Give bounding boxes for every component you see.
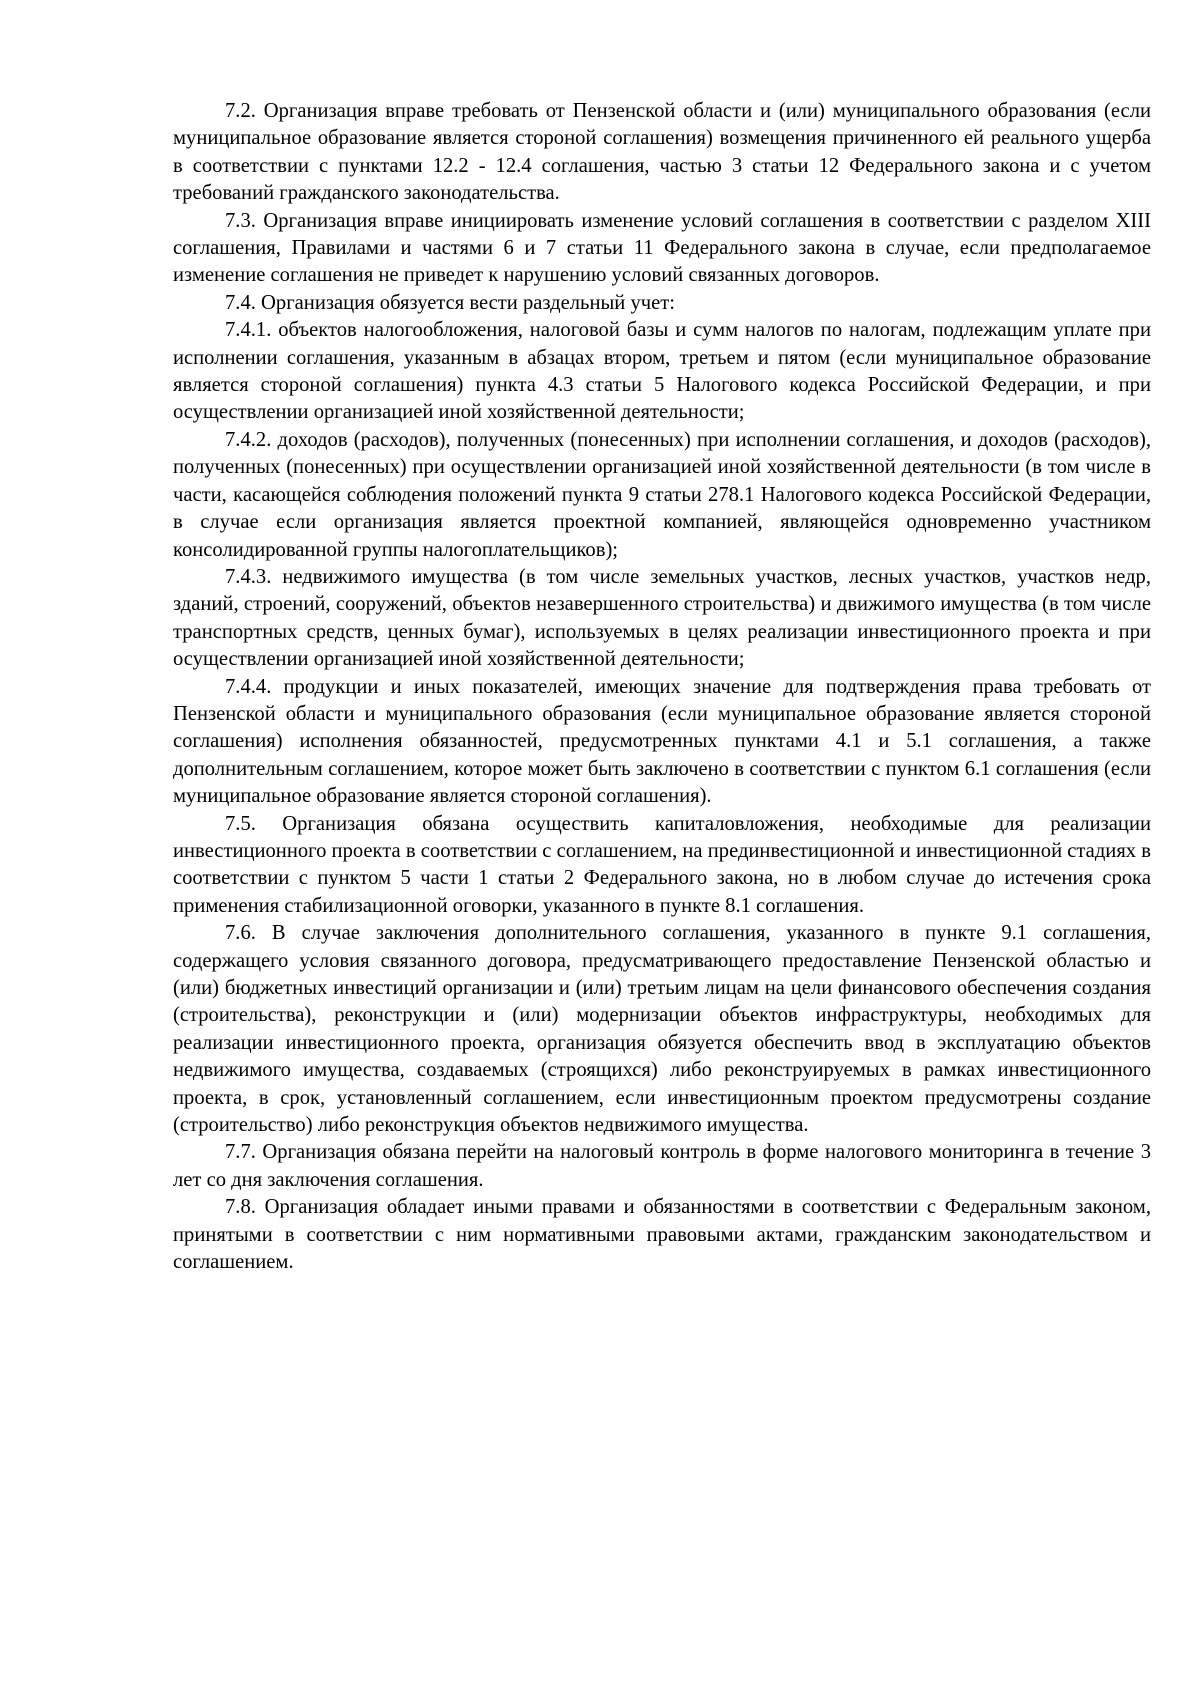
document-page (173, 98, 1151, 1276)
paragraph-7-4-1: 7.4.1. объектов налогообложения, налоговой базы и сумм налогов по налогам, подлежащим уплате при исполнении соглашения, указанным в абзацах втором, третьем и пятом (если муниципальное образование является стороной соглашения) пункта 4.3 статьи 5 Налогового кодекса Российской Федерации, и при осуществлении организацией иной хозяйственной деятельности; (173, 319, 1151, 424)
paragraph-7-4-4: 7.4.4. продукции и иных показателей, имеющих значение для подтверждения права требовать от Пензенской области и муниципального образования (если муниципальное образование является стороной соглашения) исполнения обязанностей, предусмотренных пунктами 4.1 и 5.1 соглашения, а также дополнительным соглашением, которое может быть заключено в соответствии с пунктом 6.1 соглашения (если муниципальное образование является стороной соглашения). (173, 675, 1151, 808)
paragraph-7-6: 7.6. В случае заключения дополнительного соглашения, указанного в пункте 9.1 соглашения, содержащего условия связанного договора, предусматривающего предоставление Пензенской областью и (или) бюджетных инвестиций организации и (или) третьим лицам на цели финансового обеспечения создания (строительства), реконструкции и (или) модернизации объектов инфраструктуры, необходимых для реализации инвестиционного проекта, организация обязуется обеспечить ввод в эксплуатацию объектов недвижимого имущества, создаваемых (строящихся) либо реконструируемых в рамках инвестиционного проекта, в срок, установленный соглашением, если инвестиционным проектом предусмотрены создание (строительство) либо реконструкция объектов недвижимого имущества. (173, 922, 1151, 1137)
paragraph-7-8: 7.8. Организация обладает иными правами и обязанностями в соответствии с Федеральным законом, принятыми в соответствии с ним нормативными правовыми актами, гражданским законодательством и соглашением. (173, 1196, 1151, 1274)
paragraph-7-7: 7.7. Организация обязана перейти на налоговый контроль в форме налогового мониторинга в течение 3 лет со дня заключения соглашения. (173, 1141, 1151, 1191)
paragraph-7-3: 7.3. Организация вправе инициировать изменение условий соглашения в соответствии с разделом XIII соглашения, Правилами и частями 6 и 7 статьи 11 Федерального закона в случае, если предполагаемое изменение соглашения не приведет к нарушению условий связанных договоров. (173, 209, 1151, 287)
paragraph-7-4-3: 7.4.3. недвижимого имущества (в том числе земельных участков, лесных участков, участков недр, зданий, строений, сооружений, объектов незавершенного строительства) и движимого имущества (в том числе транспортных средств, ценных бумаг), используемых в целях реализации инвестиционного проекта и при осуществлении организацией иной хозяйственной деятельности; (173, 565, 1151, 671)
paragraph-7-4-2: 7.4.2. доходов (расходов), полученных (понесенных) при исполнении соглашения, и доходов (расходов), полученных (понесенных) при осуществлении организацией иной хозяйственной деятельности (в том числе в части, касающейся соблюдения положений пункта 9 статьи 278.1 Налогового кодекса Российской Федерации, в случае если организация является проектной компанией, являющейся одновременно участником консолидированной группы налогоплательщиков); (173, 428, 1151, 561)
paragraph-7-5: 7.5. Организация обязана осуществить капиталовложения, необходимые для реализации инвестиционного проекта в соответствии с соглашением, на прединвестиционной и инвестиционной стадиях в соответствии с пунктом 5 части 1 статьи 2 Федерального закона, но в любом случае до истечения срока применения стабилизационной оговорки, указанного в пункте 8.1 соглашения. (173, 812, 1151, 917)
paragraph-7-4: 7.4. Организация обязуется вести раздельный учет: (225, 291, 675, 314)
paragraph-7-2: 7.2. Организация вправе требовать от Пензенской области и (или) муниципального образования (если муниципальное образование является стороной соглашения) возмещения причиненного ей реального ущерба в соответствии с пунктами 12.2 - 12.4 соглашения, частью 3 статьи 12 Федерального закона и с учетом требований гражданского законодательства. (173, 100, 1151, 205)
